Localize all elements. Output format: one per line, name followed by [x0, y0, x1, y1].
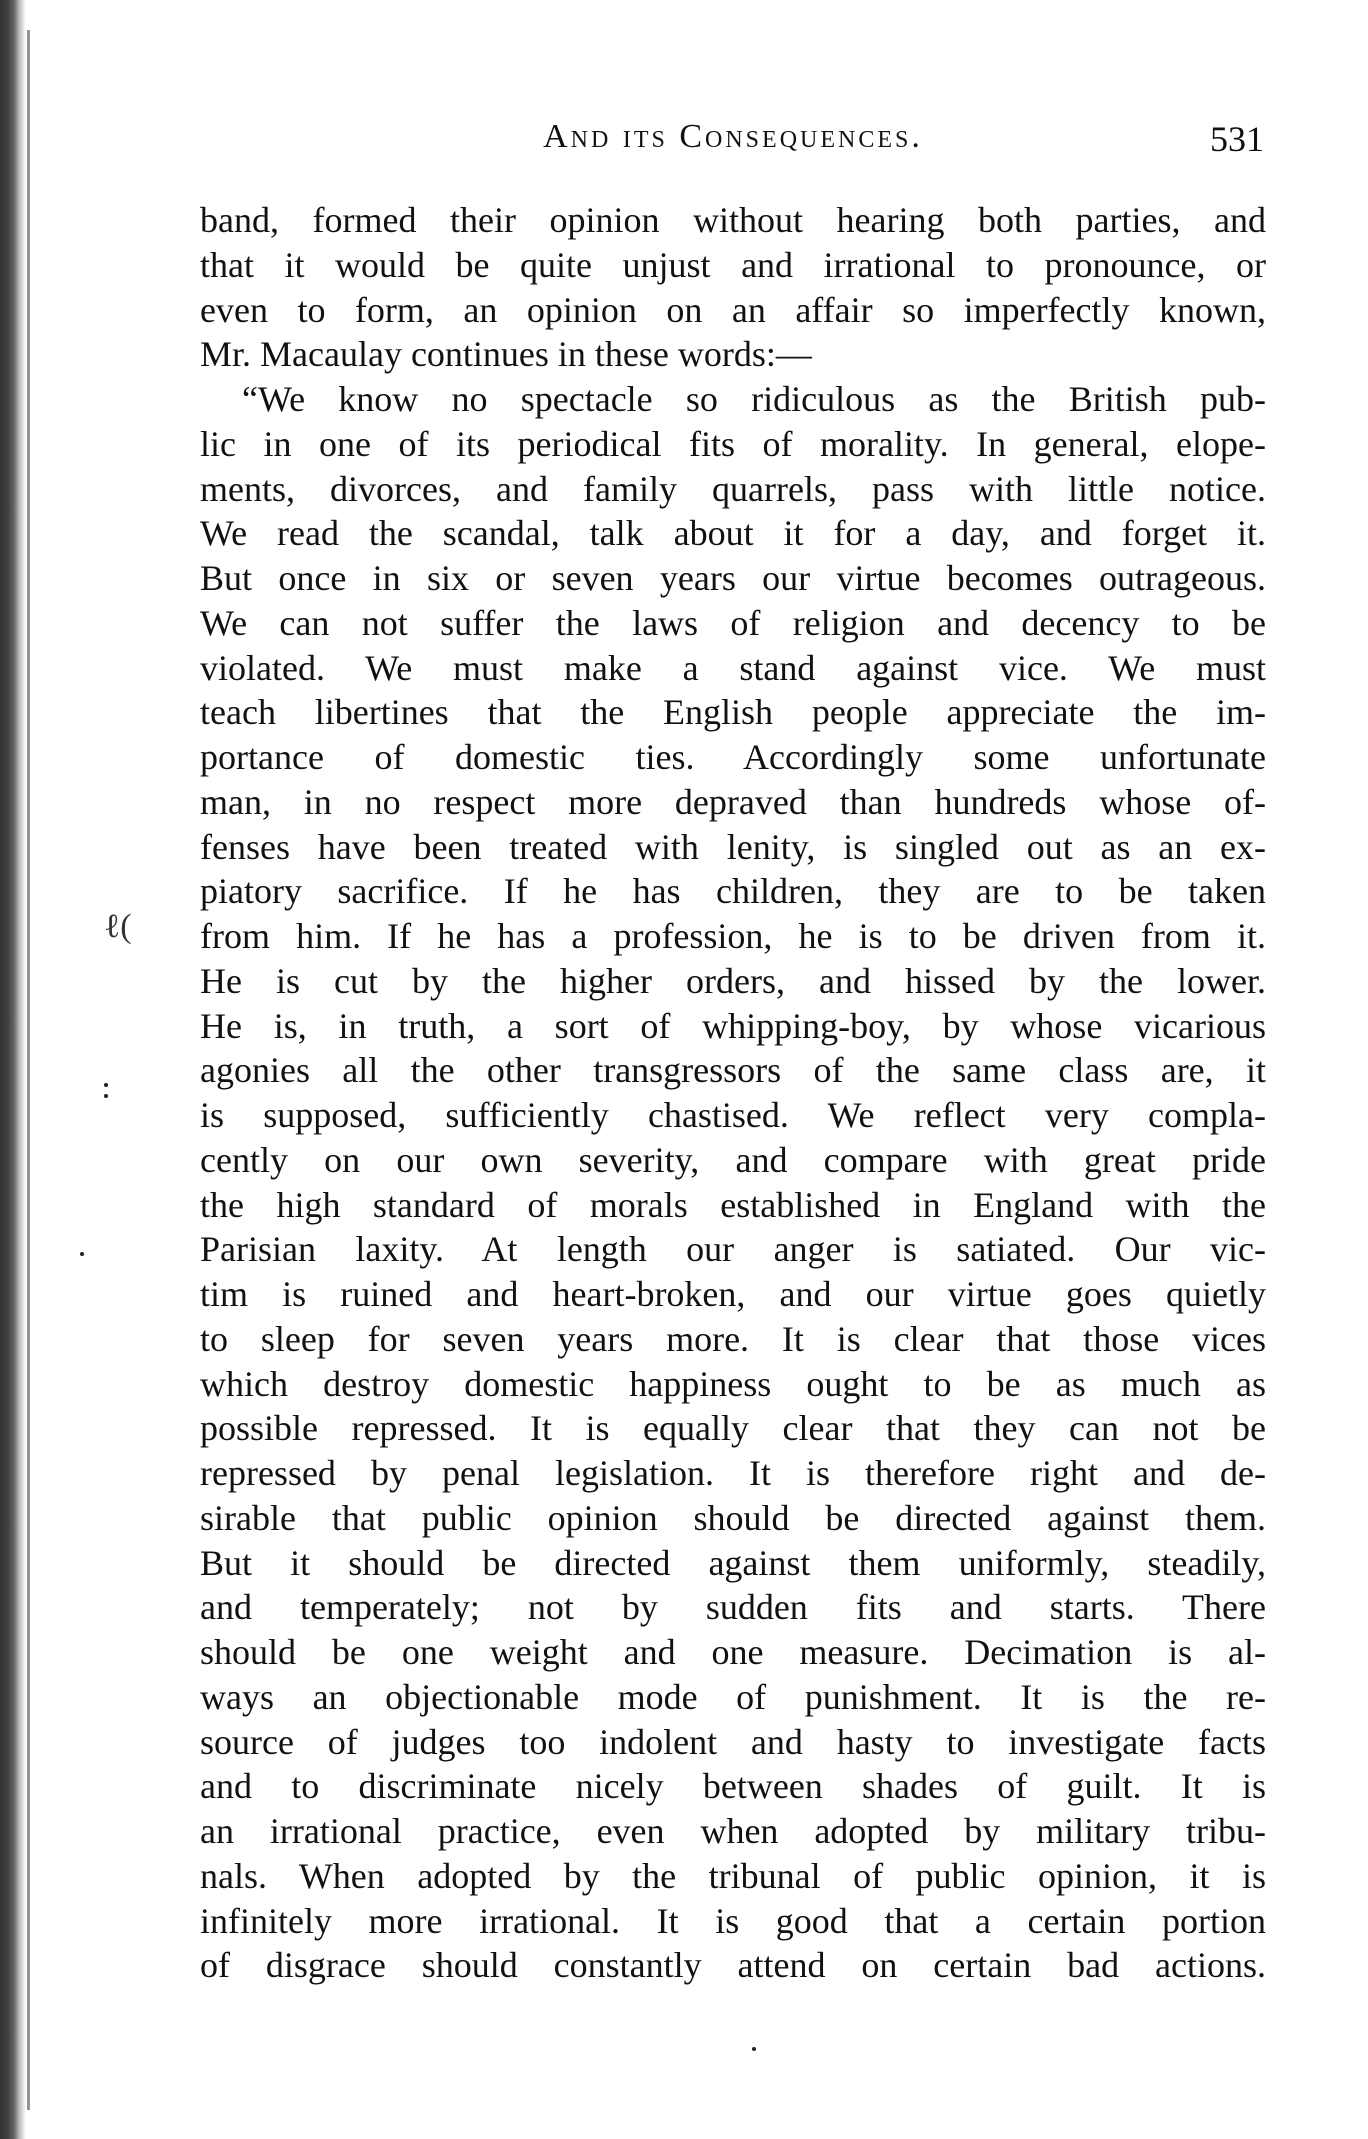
text-line: of disgrace should constantly attend on certain bad actions. — [200, 1945, 1266, 1986]
text-line: and to discriminate nicely between shades of guilt. It is — [200, 1766, 1266, 1807]
ink-speck — [104, 1094, 108, 1098]
text-line: We can not suffer the laws of religion and decency to be — [200, 602, 1266, 643]
text-line: Parisian laxity. At length our anger is satiated. Our vic- — [200, 1229, 1266, 1270]
text-line: source of judges too indolent and hasty to investigate facts — [200, 1721, 1266, 1762]
text-line: “We know no spectacle so ridiculous as the British pub- — [242, 379, 1266, 419]
text-line: is supposed, sufficiently chastised. We reflect very compla- — [200, 1095, 1266, 1135]
ink-speck — [80, 1252, 84, 1256]
text-line: should be one weight and one measure. Decimation is al- — [200, 1632, 1266, 1672]
text-line: fenses have been treated with lenity, is singled out as an ex- — [200, 826, 1266, 867]
text-line: ments, divorces, and family quarrels, pass with little notice. — [200, 468, 1266, 509]
text-line: that it would be quite unjust and irrational to pronounce, or — [200, 244, 1266, 285]
text-line: But it should be directed against them uniformly, steadily, — [200, 1542, 1266, 1583]
text-line: ways an objectionable mode of punishment. It is the re- — [200, 1676, 1266, 1717]
text-line: He is cut by the higher orders, and hissed by the lower. — [200, 960, 1266, 1001]
text-line: He is, in truth, a sort of whipping-boy, by whose vicarious — [200, 1005, 1266, 1046]
text-line: sirable that public opinion should be directed against them. — [200, 1497, 1266, 1538]
running-header — [200, 118, 1266, 168]
text-line: infinitely more irrational. It is good that a certain portion — [200, 1900, 1266, 1941]
binding-shadow-rule — [27, 30, 30, 2110]
text-line: an irrational practice, even when adopted by military tribu- — [200, 1811, 1266, 1851]
text-line: violated. We must make a stand against vice. We must — [200, 647, 1266, 688]
text-line: band, formed their opinion without hearing both parties, and — [200, 200, 1266, 240]
text-line: Mr. Macaulay continues in these words:— — [200, 334, 812, 375]
text-line: But once in six or seven years our virtue becomes outrageous. — [200, 558, 1266, 598]
text-line: which destroy domestic happiness ought to be as much as — [200, 1363, 1266, 1404]
text-line: to sleep for seven years more. It is clear that those vices — [200, 1318, 1266, 1359]
text-line: from him. If he has a profession, he is to be driven from it. — [200, 916, 1266, 956]
text-line: the high standard of morals established in England with the — [200, 1184, 1266, 1225]
text-line: We read the scandal, talk about it for a day, and forget it. — [200, 513, 1266, 554]
page-number: 531 — [1210, 119, 1264, 159]
text-line: cently on our own severity, and compare with great pride — [200, 1139, 1266, 1180]
text-line: portance of domestic ties. Accordingly some unfortunate — [200, 737, 1266, 777]
text-line: teach libertines that the English people appreciate the im- — [200, 692, 1266, 733]
text-line: man, in no respect more depraved than hundreds whose of- — [200, 781, 1266, 822]
text-line: piatory sacrifice. If he has children, they are to be taken — [200, 871, 1266, 912]
text-line: nals. When adopted by the tribunal of public opinion, it is — [200, 1855, 1266, 1896]
ink-speck — [104, 1083, 108, 1087]
margin-mark: ℓ( — [104, 908, 132, 945]
ink-speck — [752, 2047, 756, 2051]
text-line: lic in one of its periodical fits of morality. In general, elope- — [200, 423, 1266, 464]
text-line: and temperately; not by sudden fits and starts. There — [200, 1587, 1266, 1628]
text-line: even to form, an opinion on an affair so imperfectly known, — [200, 289, 1266, 330]
text-line: agonies all the other transgressors of the same class are, it — [200, 1050, 1266, 1091]
text-line: tim is ruined and heart-broken, and our virtue goes quietly — [200, 1274, 1266, 1314]
page-binding-edge — [0, 0, 26, 2139]
body-text — [200, 198, 1266, 1988]
text-line: repressed by penal legislation. It is therefore right and de- — [200, 1453, 1266, 1493]
text-line: possible repressed. It is equally clear that they can not be — [200, 1408, 1266, 1449]
running-title: And its Consequences. — [543, 118, 923, 155]
